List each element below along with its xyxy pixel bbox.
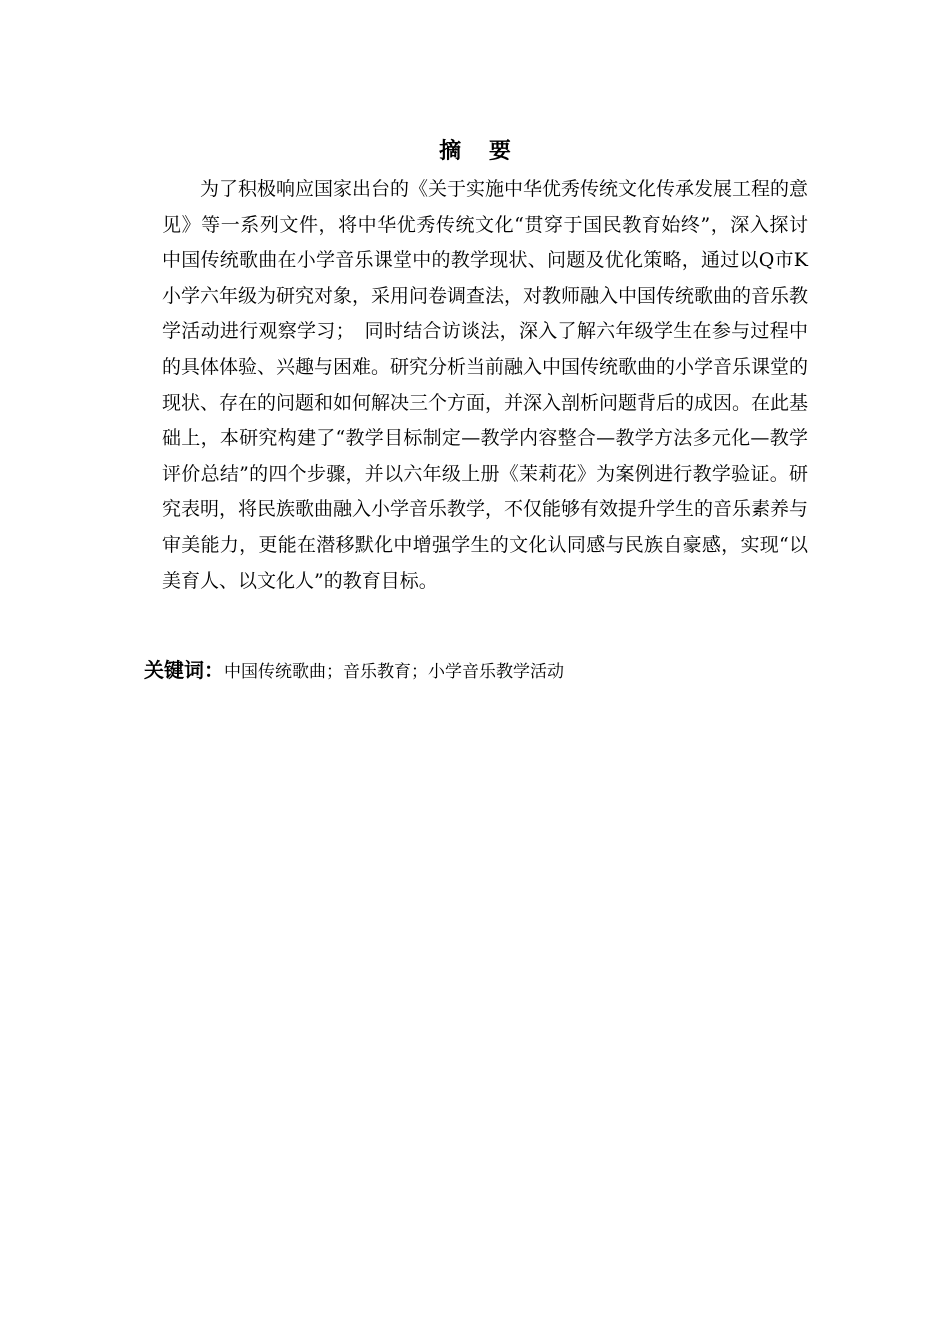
abstract-body: 为了积极响应国家出台的《关于实施中华优秀传统文化传承发展工程的意见》等一系列文件，将中华优秀传统文化“贯穿于国民教育始终”，深入探讨中国传统歌曲在小学音乐课堂中的教学现状、问题及优化策略，通过以Q市K小学六年级为研究对象，采用问卷调查法，对教师融入中国传统歌曲的音乐教学活动进行观察学习； 同时结合访谈法，深入了解六年级学生在参与过程中的具体体验、兴趣与困难。研究分析当前融入中国传统歌曲的小学音乐课堂的现状、存在的问题和如何解决三个方面，并深入剖析问题背后的成因。在此基础上，本研究构建了“教学目标制定—教学内容整合—教学方法多元化—教学评价总结”的四个步骤，并以六年级上册《茉莉花》为案例进行教学验证。研究表明，将民族歌曲融入小学音乐教学，不仅能够有效提升学生的音乐素养与审美能力，更能在潜移默化中增强学生的文化认同感与民族自豪感，实现“以美育人、以文化人”的教育目标。 — [162, 178, 809, 592]
abstract-title: 摘 要 — [439, 139, 521, 164]
keywords-value: 中国传统歌曲；音乐教育；小学音乐教学活动 — [224, 662, 564, 682]
keywords-label: 关键词： — [144, 658, 224, 682]
keywords-line — [144, 655, 564, 687]
